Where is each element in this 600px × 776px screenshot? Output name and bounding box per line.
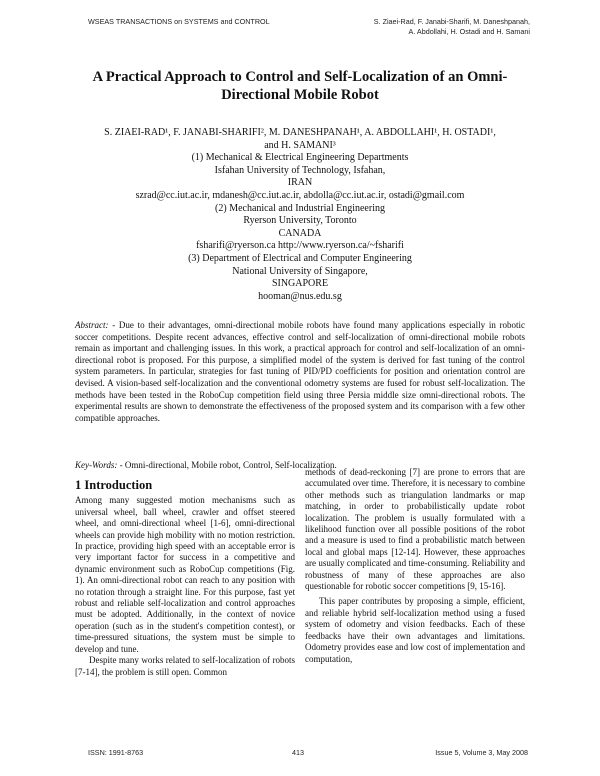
running-header-authors xyxy=(374,17,530,37)
author-line: and H. SAMANI³ xyxy=(264,139,336,151)
paper-title-line2: Directional Mobile Robot xyxy=(221,87,379,103)
section-heading: 1 Introduction xyxy=(75,478,153,492)
footer-issn: ISSN: 1991-8763 xyxy=(88,748,144,757)
email-line: szrad@cc.iut.ac.ir, mdanesh@cc.iut.ac.ir, abdolla@cc.iut.ac.ir, ostadi@gmail.com xyxy=(135,189,465,201)
affiliation-line: SINGAPORE xyxy=(271,278,329,290)
author-block xyxy=(80,127,520,303)
footer-page-number: 413 xyxy=(292,748,304,757)
affiliation-line: (1) Mechanical & Electrical Engineering Departments xyxy=(191,152,409,164)
affiliation-line: IRAN xyxy=(287,177,313,189)
affiliation-line: (2) Mechanical and Industrial Engineering xyxy=(215,202,385,214)
keywords xyxy=(75,460,337,470)
running-header-journal: WSEAS TRANSACTIONS on SYSTEMS and CONTROL xyxy=(88,17,270,26)
affiliation-line: National University of Singapore, xyxy=(232,265,368,277)
author-line: S. ZIAEI-RAD¹, F. JANABI-SHARIFI², M. DANESHPANAH¹, A. ABDOLLAHI¹, H. OSTADI¹, xyxy=(104,127,496,138)
affiliation-line: CANADA xyxy=(278,227,322,239)
abstract-text: - Due to their advantages, omni-directional mobile robots have found many applications especially in robotic soccer competitions. Despite recent advances, effective control and self-localization of omni-directional mobile robots remain as important and challenging issues. In this work, a practical approach for control and self-localization of an omni-directional robot is proposed. For this purpose, a simplified model of the system is derived for fast tuning of the control system parameters. In particular, strategies for fast tuning of PID/PD coefficients for position and orientation control are devised. A vision-based self-localization and the conventional odometry systems are fused for robust self-localization. The methods have been tested in the RoboCup competition field using three Persia middle size omni-directional robots. The experimental results are shown to demonstrate the effectiveness of the proposed system and its comparison with a few other compatible approaches. xyxy=(75,320,525,423)
abstract-label: Abstract: xyxy=(75,320,109,330)
paragraph: Among many suggested motion mechanisms such as universal wheel, ball wheel, crawler and offset steered wheel, and omni-directional wheel [1-6], omni-directional wheels can provide high mobility with no motion restriction. In practice, providing high speed with an acceptable error is very important factor for success in a competitive and dynamic environment such as RoboCup competitions (Fig. 1). An omni-directional robot can reach to any position with no rotation through a straight line. For this purpose, fast yet robust and reliable self-localization and control approaches must be adopted. Additionally, in the context of novice operation (such as in the student's competition contest), or time-pressured situations, the system must be simple to develop and tune. xyxy=(75,495,295,654)
footer-issue: Issue 5, Volume 3, May 2008 xyxy=(435,748,528,757)
paper-title-line1: A Practical Approach to Control and Self-Localization of an Omni- xyxy=(92,69,508,85)
affiliation-line: (3) Department of Electrical and Computer Engineering xyxy=(188,252,412,264)
email-line: fsharifi@ryerson.ca http://www.ryerson.ca/~fsharifi xyxy=(196,240,404,252)
paragraph: This paper contributes by proposing a simple, efficient, and reliable hybrid self-localization method using a fused system of odometry and vision feedbacks. Each of these feedbacks have their own advantages and limitations. Odometry provides ease and low cost of implementation and computation, xyxy=(305,596,525,664)
paragraph: Despite many works related to self-localization of robots [7-14], the problem is still open. Common xyxy=(75,655,295,677)
right-column xyxy=(305,467,525,665)
keywords-label: Key-Words: xyxy=(75,460,118,470)
affiliation-line: Ryerson University, Toronto xyxy=(243,215,357,227)
email-line: hooman@nus.edu.sg xyxy=(258,290,342,302)
abstract xyxy=(75,320,525,424)
left-column xyxy=(75,480,295,678)
paragraph: methods of dead-reckoning [7] are prone to errors that are accumulated over time. Therefore, it is necessary to combine other methods such as triangulation landmarks or map matching, in order to probabilistically update robot localization. The problem is usually formulated with a likelihood function over all possible positions of the robot and a measure is used to find a probabilistic match between local and global maps [12-14]. However, these approaches are usually complicated and time-consuming. Reliability and robustness of many of these approaches are also questionable for robotic soccer competitions [9, 15-16]. xyxy=(305,467,525,592)
keywords-text: - Omni-directional, Mobile robot, Control, Self-localization. xyxy=(117,460,337,470)
running-header-authors-line2: A. Abdollahi, H. Ostadi and H. Samani xyxy=(408,27,530,36)
paper-title xyxy=(70,68,530,104)
running-header-authors-line1: S. Ziaei-Rad, F. Janabi-Sharifi, M. Daneshpanah, xyxy=(373,17,530,26)
affiliation-line: Isfahan University of Technology, Isfahan, xyxy=(214,164,386,176)
